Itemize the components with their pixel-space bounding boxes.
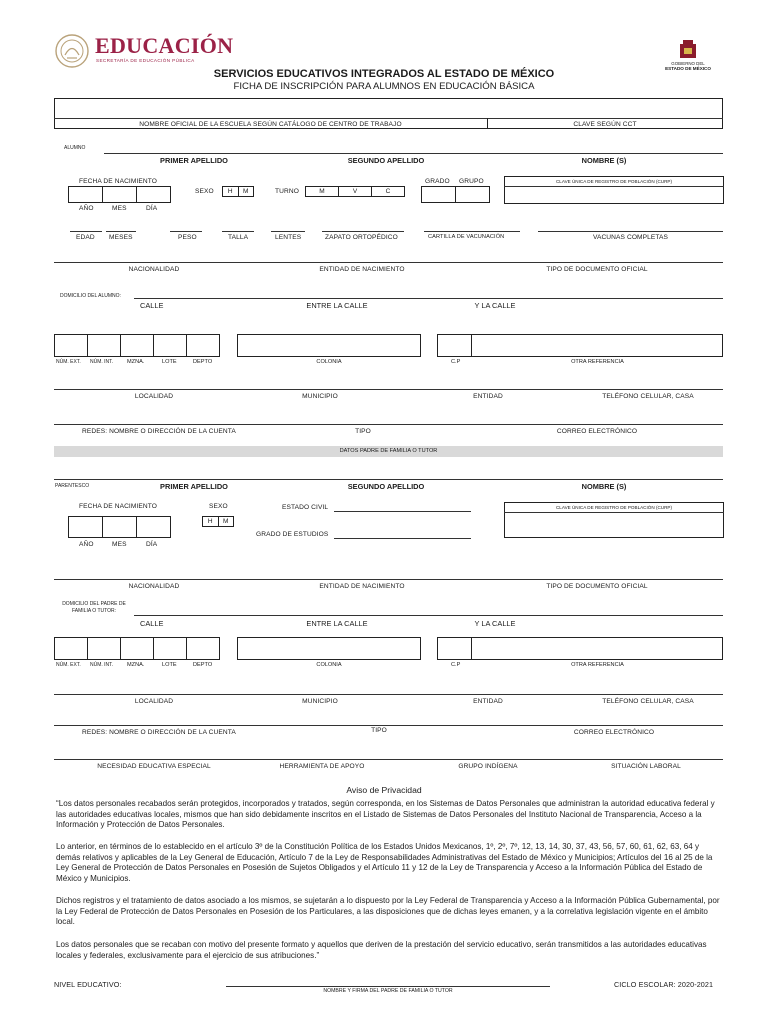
- tutor-sexo-checkbox[interactable]: H M: [202, 516, 234, 527]
- tutor-anio-label: AÑO: [79, 541, 94, 548]
- school-name-label: NOMBRE OFICIAL DE LA ESCUELA SEGÚN CATÁLOGO DE CENTRO DE TRABAJO: [139, 121, 402, 128]
- tutor-address-number-boxes[interactable]: [54, 637, 220, 660]
- fecha-nac-label: FECHA DE NACIMIENTO: [79, 178, 157, 185]
- tutor-sexo-label: SEXO: [209, 503, 228, 510]
- tutor-nacionalidad-label: NACIONALIDAD: [128, 583, 180, 590]
- grado-estudios-label: GRADO DE ESTUDIOS: [256, 531, 329, 538]
- gov-label-1: GOBIERNO DEL: [671, 61, 705, 66]
- segundo-apellido-label: SEGUNDO APELLIDO: [347, 156, 425, 165]
- anio-label: AÑO: [79, 205, 94, 212]
- sep-logo-seal: [54, 33, 90, 69]
- tutor-birthdate-boxes[interactable]: [68, 516, 171, 538]
- privacy-title: Aviso de Privacidad: [346, 785, 422, 795]
- lote-label: LOTE: [162, 359, 177, 365]
- tutor-cp-label: C.P: [451, 662, 461, 668]
- tutor-entidad-label: ENTIDAD: [473, 698, 503, 705]
- tutor-ylacalle-label: Y LA CALLE: [474, 619, 516, 628]
- vacunas-label: VACUNAS COMPLETAS: [592, 234, 669, 241]
- tutor-num-ext-label: NÚM. EXT.: [56, 662, 81, 668]
- redes-label: REDES: NOMBRE O DIRECCIÓN DE LA CUENTA: [82, 428, 236, 435]
- mes-label: MES: [112, 205, 127, 212]
- birthdate-boxes[interactable]: [68, 186, 171, 203]
- indigena-label: GRUPO INDÍGENA: [458, 763, 518, 770]
- nombre-label: NOMBRE (S): [581, 156, 627, 165]
- tutor-domicilio-label-1: DOMICILIO DEL PADRE DE: [62, 601, 126, 607]
- tutor-num-int-label: NÚM. INT.: [90, 662, 114, 668]
- talla-label: TALLA: [228, 234, 249, 241]
- nacionalidad-label: NACIONALIDAD: [128, 266, 180, 273]
- tutor-domicilio-label-2: FAMILIA O TUTOR:: [72, 608, 116, 614]
- privacy-p4: Los datos personales que se recaban con motivo del presente formato y aquellos que deriven de la prestación del servicio educativo, serán transmitidos a las autoridades educativas locales y federales, exclusivamente para el ejercicio de sus atribuciones.”: [56, 940, 707, 960]
- municipio-label: MUNICIPIO: [302, 393, 338, 400]
- tutor-depto-label: DEPTO: [193, 662, 213, 668]
- privacy-p1: “Los datos personales recabados serán protegidos, incorporados y tratados, según corresponda, en los Sistemas de Datos Personales que administran la autoridad educativa federal y las autoridades educativas locales, mismos que han sido debidamente inscritos en el Listado de Sistemas de Datos Personales del Instituto Nacional de Transparencia, Acceso a la Información y Protección de Datos Personales.: [56, 799, 715, 830]
- laboral-label: SITUACIÓN LABORAL: [611, 763, 681, 770]
- tipo-doc-label: TIPO DE DOCUMENTO OFICIAL: [546, 266, 648, 273]
- edomex-logo: [677, 38, 699, 60]
- tutor-curp-label: CLAVE ÚNICA DE REGISTRO DE POBLACIÓN (CURP): [555, 505, 673, 510]
- tutor-banner: DATOS PADRE DE FAMILIA O TUTOR: [54, 446, 723, 457]
- cct-label: CLAVE SEGÚN CCT: [573, 121, 637, 128]
- nivel-educativo-label: NIVEL EDUCATIVO:: [54, 980, 122, 989]
- cp-label: C.P: [451, 359, 461, 365]
- tutor-municipio-label: MUNICIPIO: [302, 698, 338, 705]
- domicilio-label: DOMICILIO DEL ALUMNO:: [60, 293, 121, 299]
- tutor-localidad-label: LOCALIDAD: [134, 698, 174, 705]
- brand-subtitle: SECRETARÍA DE EDUCACIÓN PÚBLICA: [96, 58, 195, 63]
- correo-label: CORREO ELECTRÓNICO: [556, 428, 638, 435]
- tutor-entre-label: ENTRE LA CALLE: [306, 619, 368, 628]
- gov-label-2: ESTADO DE MÉXICO: [665, 66, 711, 71]
- tutor-colonia-box[interactable]: [237, 637, 421, 660]
- alumno-label: ALUMNO: [64, 145, 86, 151]
- tutor-segundo-label: SEGUNDO APELLIDO: [347, 482, 425, 491]
- y-la-calle-label: Y LA CALLE: [474, 301, 516, 310]
- peso-label: PESO: [178, 234, 197, 241]
- otra-ref-label: OTRA REFERENCIA: [571, 359, 624, 365]
- turno-label: TURNO: [275, 188, 299, 195]
- entidad-nac-label: ENTIDAD DE NACIMIENTO: [319, 266, 405, 273]
- tutor-telefono-label: TELÉFONO CELULAR, CASA: [602, 698, 694, 705]
- tutor-colonia-label: COLONIA: [316, 662, 342, 668]
- tutor-calle-label: CALLE: [140, 619, 164, 628]
- num-int-label: NÚM. INT.: [90, 359, 114, 365]
- turno-checkbox[interactable]: M V C: [305, 186, 405, 197]
- sexo-checkbox[interactable]: H M: [222, 186, 254, 197]
- sexo-label: SEXO: [195, 188, 214, 195]
- tutor-entidad-nac-label: ENTIDAD DE NACIMIENTO: [319, 583, 405, 590]
- colonia-box[interactable]: [237, 334, 421, 357]
- brand-title: EDUCACIÓN: [95, 33, 234, 58]
- meses-label: MESES: [109, 234, 133, 241]
- tutor-nombre-label: NOMBRE (S): [581, 482, 627, 491]
- privacy-p3: Dichos registros y el tratamiento de datos asociado a los mismos, se sujetarán a lo dispuesto por la Ley Federal de Transparencia y Acceso a la Información Pública Gubernamental, por la Ley Federal de Protección de Datos Personales en Posesión de los Particulares, a las disposiciones que de dichas leyes emanen, y a la correlativa legislación vigente en el ámbito local.: [56, 896, 720, 927]
- depto-label: DEPTO: [193, 359, 213, 365]
- privacy-p2: Lo anterior, en términos de lo establecido en el artículo 3º de la Constitución Política de los Estados Unidos Mexicanos, 1º, 2º, 7º, 12, 13, 14, 30, 37, 43, 56, 57, 60, 61, 62, 63, 64 y demás relativos y aplicables de la Ley General de Educación, Artículo 7 de la Ley de Responsabilidades Administrativas del Estado de México y Municipios; Artículos del 16 al 25 de la Ley General de Protección de Datos Personales en Posesión de Sujetos Obligados y el Artículo 11 y 12 de la Ley de Transparencia y Acceso a la Información Pública del Estado de México y Municipios.: [56, 842, 713, 883]
- tutor-dia-label: DÍA: [146, 541, 158, 548]
- tutor-correo-label: CORREO ELECTRÓNICO: [573, 729, 655, 736]
- grupo-label: GRUPO: [459, 178, 484, 185]
- tutor-otra-ref-label: OTRA REFERENCIA: [571, 662, 624, 668]
- parentesco-label: PARENTESCO: [55, 483, 90, 489]
- cp-referencia-box[interactable]: [437, 334, 723, 357]
- ciclo-escolar-label: CICLO ESCOLAR: 2020-2021: [614, 980, 714, 989]
- tutor-fecha-label: FECHA DE NACIMIENTO: [79, 503, 157, 510]
- tutor-primer-label: PRIMER APELLIDO: [160, 482, 228, 491]
- page-subtitle: FICHA DE INSCRIPCIÓN PARA ALUMNOS EN EDUCACIÓN BÁSICA: [233, 81, 535, 92]
- estado-civil-label: ESTADO CIVIL: [282, 504, 329, 511]
- address-number-boxes[interactable]: [54, 334, 220, 357]
- dia-label: DÍA: [146, 205, 158, 212]
- mzna-label: MZNA.: [127, 359, 145, 365]
- telefono-label: TELÉFONO CELULAR, CASA: [602, 393, 694, 400]
- edad-label: EDAD: [76, 234, 95, 241]
- tutor-mzna-label: MZNA.: [127, 662, 145, 668]
- curp-label: CLAVE ÚNICA DE REGISTRO DE POBLACIÓN (CURP): [555, 179, 673, 184]
- page-title: SERVICIOS EDUCATIVOS INTEGRADOS AL ESTADO DE MÉXICO: [213, 68, 555, 80]
- tutor-redes-label: REDES: NOMBRE O DIRECCIÓN DE LA CUENTA: [82, 729, 236, 736]
- herramienta-label: HERRAMIENTA DE APOYO: [279, 763, 365, 770]
- zapato-label: ZAPATO ORTOPÉDICO: [325, 234, 398, 241]
- firma-label: NOMBRE Y FIRMA DEL PADRE DE FAMILIA O TUTOR: [323, 988, 453, 994]
- tutor-cp-referencia-box[interactable]: [437, 637, 723, 660]
- necesidad-label: NECESIDAD EDUCATIVA ESPECIAL: [97, 763, 211, 770]
- entidad-label: ENTIDAD: [473, 393, 503, 400]
- calle-label: CALLE: [140, 301, 164, 310]
- lentes-label: LENTES: [275, 234, 302, 241]
- tutor-lote-label: LOTE: [162, 662, 177, 668]
- grado-label: GRADO: [425, 178, 450, 185]
- cartilla-label: CARTILLA DE VACUNACIÓN: [428, 234, 505, 240]
- primer-apellido-label: PRIMER APELLIDO: [160, 156, 228, 165]
- tipo-label: TIPO: [355, 428, 371, 435]
- tutor-tipo-doc-label: TIPO DE DOCUMENTO OFICIAL: [546, 583, 648, 590]
- localidad-label: LOCALIDAD: [134, 393, 174, 400]
- tutor-tipo-label: TIPO: [371, 727, 387, 734]
- entre-calle-label: ENTRE LA CALLE: [306, 301, 368, 310]
- tutor-mes-label: MES: [112, 541, 127, 548]
- colonia-label: COLONIA: [316, 359, 342, 365]
- num-ext-label: NÚM. EXT.: [56, 359, 81, 365]
